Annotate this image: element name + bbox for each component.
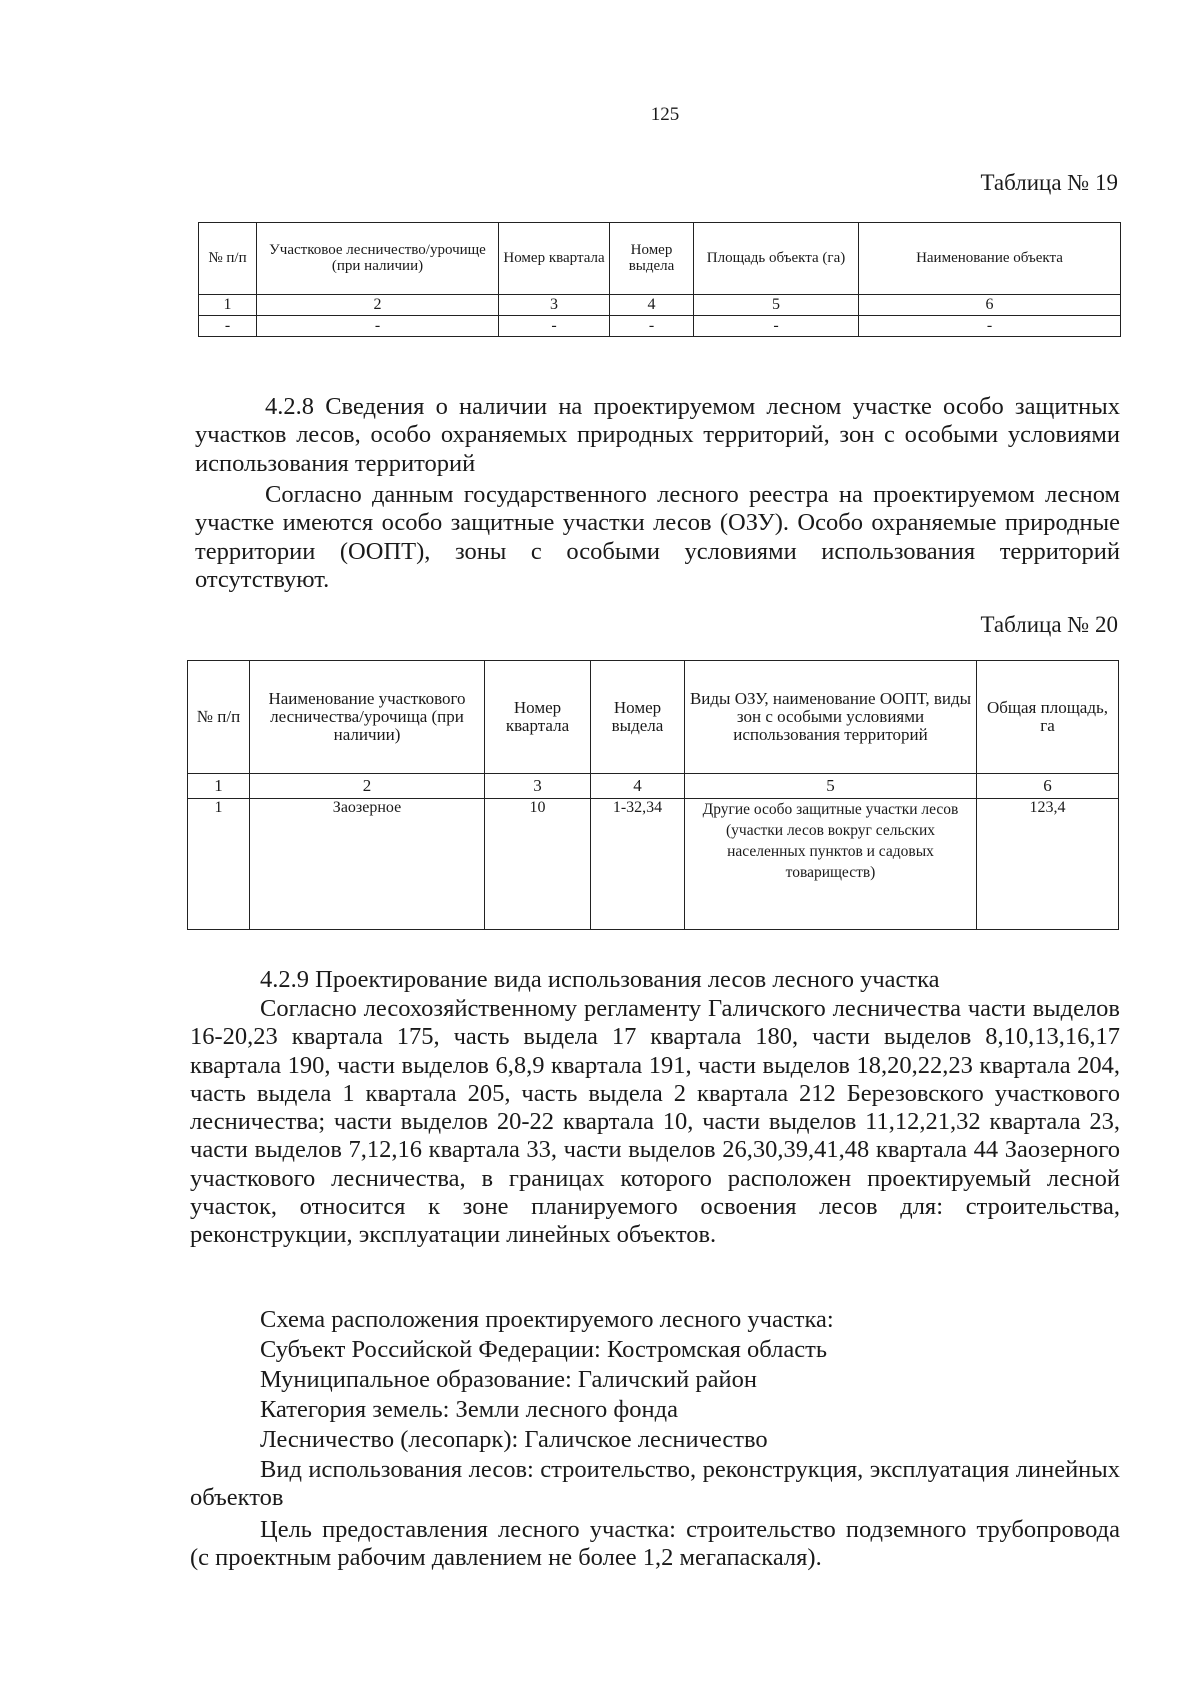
page-number: 125 [650,104,680,125]
table-header-cell: Номер выдела [610,223,694,295]
column-number: 4 [591,774,685,799]
table-20-column-numbers [188,774,1119,799]
federation-subject: Субъект Российской Федерации: Костромская область [260,1336,828,1363]
table-cell: - [199,316,257,337]
section-4-2-8-text: Согласно данным государственного лесного реестра на проектируемом лесном участке имеются особо защитные участки лесов (ОЗУ). Особо охраняемые природные территории (ООПТ), зоны с особыми условиями использования территорий отсутствуют. [195,481,1120,593]
column-number: 2 [257,295,499,316]
section-4-2-8-heading: 4.2.8 Сведения о наличии на проектируемом лесном участке особо защитных участков лесов, особо охраняемых природных территорий, зон с особыми условиями использования территорий [195,393,1120,477]
column-number: 3 [499,295,610,316]
table-row [199,316,1121,337]
column-number: 5 [694,295,859,316]
table-header-cell: Номер выдела [591,661,685,774]
provision-purpose: Цель предоставления лесного участка: строительство подземного трубопровода (с проектным рабочим давлением не более 1,2 мегапаскаля). [190,1516,1120,1572]
column-number: 2 [250,774,485,799]
table-row [188,799,1119,930]
municipality: Муниципальное образование: Галичский район [260,1366,757,1393]
forestry: Лесничество (лесопарк): Галичское лесничество [260,1426,768,1453]
table-cell: 1-32,34 [591,799,685,930]
table-20 [187,660,1119,930]
table-header-cell: Наименование участкового лесничества/урочища (при наличии) [250,661,485,774]
table-header-cell: Номер квартала [499,223,610,295]
table-cell: - [694,316,859,337]
section-4-2-9-heading: 4.2.9 Проектирование вида использования лесов лесного участка [260,966,940,993]
table-cell: - [499,316,610,337]
table-header-cell: № п/п [199,223,257,295]
table-cell: 123,4 [977,799,1119,930]
section-4-2-9-text: Согласно лесохозяйственному регламенту Галичского лесничества части выделов 16-20,23 квартала 175, часть выдела 17 квартала 180, части выделов 8,10,13,16,17 квартала 190, части выделов 6,8,9 квартала 191, части выделов 18,20,22,23 квартала 204, часть выдела 1 квартала 205, часть выдела 2 квартала 212 Березовского участкового лесничества; части выделов 20-22 квартала 10, части выделов 11,12,21,32 квартала 23, части выделов 7,12,16 квартала 33, части выделов 26,30,39,41,48 квартала 44 Заозерного участкового лесничества, в границах которого расположен проектируемый лесной участок, относится к зоне планируемого освоения лесов для: строительства, реконструкции, эксплуатации линейных объектов. [190,995,1120,1249]
table-19 [198,222,1121,337]
table-header-cell: Общая площадь, га [977,661,1119,774]
table-cell: Другие особо защитные участки лесов (участки лесов вокруг сельских населенных пунктов и садовых товариществ) [685,799,977,930]
column-number: 1 [199,295,257,316]
column-number: 1 [188,774,250,799]
column-number: 5 [685,774,977,799]
column-number: 6 [859,295,1121,316]
table-header-cell: № п/п [188,661,250,774]
table-20-caption: Таблица № 20 [980,612,1118,637]
scheme-label: Схема расположения проектируемого лесного участка: [260,1306,834,1333]
column-number: 3 [485,774,591,799]
table-header-cell: Виды ОЗУ, наименование ООПТ, виды зон с особыми условиями использования территорий [685,661,977,774]
table-cell: - [859,316,1121,337]
table-19-caption: Таблица № 19 [980,170,1118,195]
table-cell: - [257,316,499,337]
table-cell: 1 [188,799,250,930]
table-20-header-row [188,661,1119,774]
table-header-cell: Площадь объекта (га) [694,223,859,295]
land-category: Категория земель: Земли лесного фонда [260,1396,678,1423]
table-header-cell: Наименование объекта [859,223,1121,295]
table-19-column-numbers [199,295,1121,316]
table-19-header-row [199,223,1121,295]
column-number: 6 [977,774,1119,799]
table-cell: Заозерное [250,799,485,930]
forest-use-type: Вид использования лесов: строительство, реконструкция, эксплуатация линейных объектов [190,1456,1120,1512]
column-number: 4 [610,295,694,316]
table-header-cell: Номер квартала [485,661,591,774]
table-cell: 10 [485,799,591,930]
table-cell: - [610,316,694,337]
table-header-cell: Участковое лесничество/урочище (при наличии) [257,223,499,295]
